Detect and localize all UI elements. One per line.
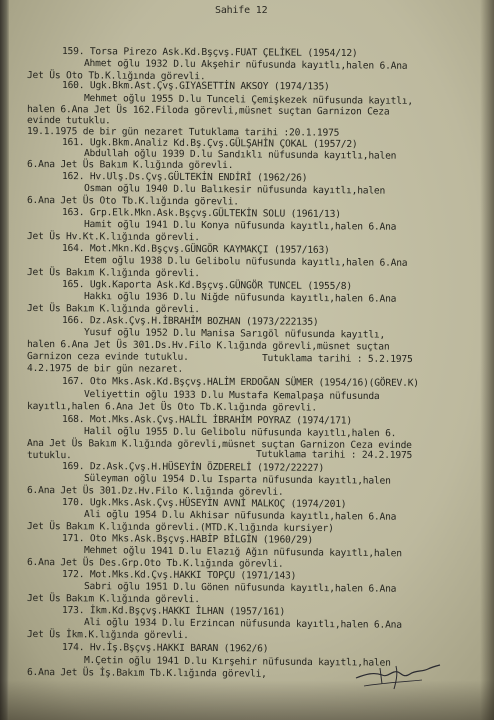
document-line: Jet Üs Bakım K.lığında görevli. [26,303,200,316]
document-line: 164. Mot.Mkn.Kd.Bşçvş.GÜNGÖR KAYMAKÇI (1957/163) [61,243,330,256]
document-line: Ali oğlu 1934 D.lu Erzincan nüfusunda kayıtlı,halen 6.Ana [83,617,402,631]
document-line: Hamit oğlu 1941 D.lu Konya nüfusunda kayıtlı,halen 6.Ana [83,219,397,233]
document-line: 6.Ana Jet Üs Oto Tb.K.lığında görevli. [26,195,239,208]
document-line: Jet Üs Bakım K.lığında görevli. [26,267,200,280]
document-line: Jet Üs Hv.Kt.K.lığında görevli. [26,231,200,244]
document-line: 163. Grp.Elk.Mkn.Ask.Bşçvş.GÜLTEKİN SOLU (1961/13) [61,207,341,220]
document-line: 160. Ugk.Bkm.Ast.Çvş.GIYASETTİN AKSOY (1974/135) [61,80,330,93]
document-line: 168. Mot.Mks.Ask.Çvş.HALİL İBRAHİM POYRAZ (1974/171) [61,414,352,427]
document-line: Veliyettin oğlu 1933 D.lu Mustafa Kemalpaşa nüfusunda [83,389,380,403]
document-line: 170. Ugk.Mks.Ask.Çvş.HÜSEYİN AVNİ MALKOÇ (1974/201) [61,497,347,510]
document-line: Jet Üs Bakım K.lığında görevli.(MTD.K.lığında kursiyer) [26,521,334,535]
document-line: kayıtlı,halen 6.Ana Jet Üs Oto Tb.K.lığında görevli. [26,401,317,414]
document-line: Etem oğlu 1938 D.lu Gelibolu nüfusunda kayıtlı,halen 6.Ana [83,255,408,269]
document-line: 162. Hv.Ulş.Ds.Çvş.GÜLTEKİN ENDİRİ (1962/26) [61,171,308,184]
document-line: 169. Dz.Ask.Çvş.H.HÜSEYİN ÖZDERELİ (1972/22227) [61,461,325,474]
document-line: 159. Torsa Pirezo Ask.Kd.Bşçvş.FUAT ÇELİKEL (1954/12) [61,46,358,60]
document-line: 161. Ugk.Bkm.Analiz Kd.Bş.Çvş.GÜLŞAHİN ÇOKAL (1957/2) [61,137,358,151]
document-line: 166. Dz.Ask.Çvş.H.İBRAHİM BOZHAN (1973/222135) [61,315,319,328]
document-line: tutuklu. [26,450,72,462]
document-line: Jet Üs Bakım K.lığında görevli. [26,593,200,606]
document-line: Sabri oğlu 1951 D.lu Gönen nüfusunda kayıtlı,halen 6.Ana [83,581,397,595]
document-line: evinde tutuklu. [26,115,111,127]
document-line: 6.Ana Jet Üs Des.Grp.Oto Tb.K.lığında görevli. [26,557,284,570]
document-line: Abdullah oğlu 1939 D.lu Sandıklı nüfusunda kayıtlı,halen [83,148,397,162]
document-line: 173. İkm.Kd.Bşçvş.HAKKI İLHAN (1957/161) [61,605,286,618]
document-line: Mehmet oğlu 1955 D.lu Tunceli Çemişkezek nüfusunda kayıtlı, [83,93,414,107]
document-line: Süleyman oğlu 1954 D.lu Isparta nüfusunda kayıtlı,halen [83,473,391,487]
document-line: Jet Üs Oto Tb.K.lığında görevli. [26,70,206,83]
document-line: Yusuf oğlu 1952 D.lu Manisa Sarıgöl nüfusunda kayıtlı, [83,327,386,341]
document-line: Tutuklama tarihi : 5.2.1975 [261,353,413,366]
document-line: Tutuklama tarihi : 24.2.1975 [255,449,413,462]
document-line: 172. Mot.Mks.Kd.Çvş.HAKKI TOPÇU (1971/143) [61,569,297,582]
document-line: Ana Jet Üs Bakım K.lığında görevli,müsnet suçtan Garnizon Ceza evinde [26,438,412,452]
document-line: halen 6.Ana Jet Üs 162.Filoda görevli,müsnet suçtan Garnizon Ceza [26,104,390,118]
document-line: 19.1.1975 de bir gün nezaret Tutuklama tarihi :20.1.1975 [26,126,340,139]
document-line: 6.Ana Jet Üs 301.Dz.Hv.Filo K.lığında görevli. [26,485,284,498]
document-line: 6.Ana Jet Üs Bakım K.lığında görevli. [26,159,234,172]
page-shadow-right [480,0,494,720]
document-line: 165. Ugk.Kaporta Ask.Kd.Bşçvş.GÜNGÖR TUNCEL (1955/8) [61,279,352,293]
document-line: 167. Oto Mks.Ask.Kd.Bşçvş.HALİM ERDOĞAN SÜMER (1954/16)(GÖREV.K) [61,376,419,389]
document-line: 6.Ana Jet Üs İş.Bakım Tb.K.lığında görevli, [26,667,267,680]
document-line: Jet Üs İkm.K.lığında görevli. [26,629,189,642]
document-line: Hakkı oğlu 1936 D.lu Niğde nüfusunda kayıtlı,halen 6.Ana [83,291,397,305]
document-line: Halil oğlu 1955 D.lu Gelibolu nüfusunda kayıtlı,halen 6. [83,426,397,440]
document-line: Garnizon ceza evinde tutuklu. [26,351,189,363]
document-line: M.Çetin oğlu 1941 D.lu Kırşehir nüfusunda kayıtlı,halen [83,655,391,669]
document-line: Ahmet oğlu 1932 D.lu Akşehir nüfusunda kayıtlı,halen 6.Ana [83,58,408,72]
document-line: 4.2.1975 de bir gün nezaret. [26,363,184,375]
page-header: Sahife 12 [215,5,268,16]
document-line: 171. Oto Mks.Ask.Bşçvş.HABİP BİLGİN (1960/29) [61,533,313,546]
document-line: 174. Hv.İş.Bşçvş.HAKKI BARAN (1962/6) [61,642,269,655]
document-line: Mehmet oğlu 1941 D.lu Elazığ Ağın nüfusunda kayıtlı,halen [83,545,402,560]
document-line: Ali oğlu 1954 D.lu Akhisar nüfusunda kayıtlı,halen 6.Ana [83,509,397,523]
page-binding-edge [0,0,9,720]
document-line: halen 6.Ana Jet Üs 301.Ds.Hv.Filo K.lığında görevli,müsnet suçtan [26,339,390,353]
page-shadow-bottom [0,680,494,720]
document-line: Osman oğlu 1940 D.lu Balıkesir nüfusunda kayıtlı,halen [83,183,386,197]
